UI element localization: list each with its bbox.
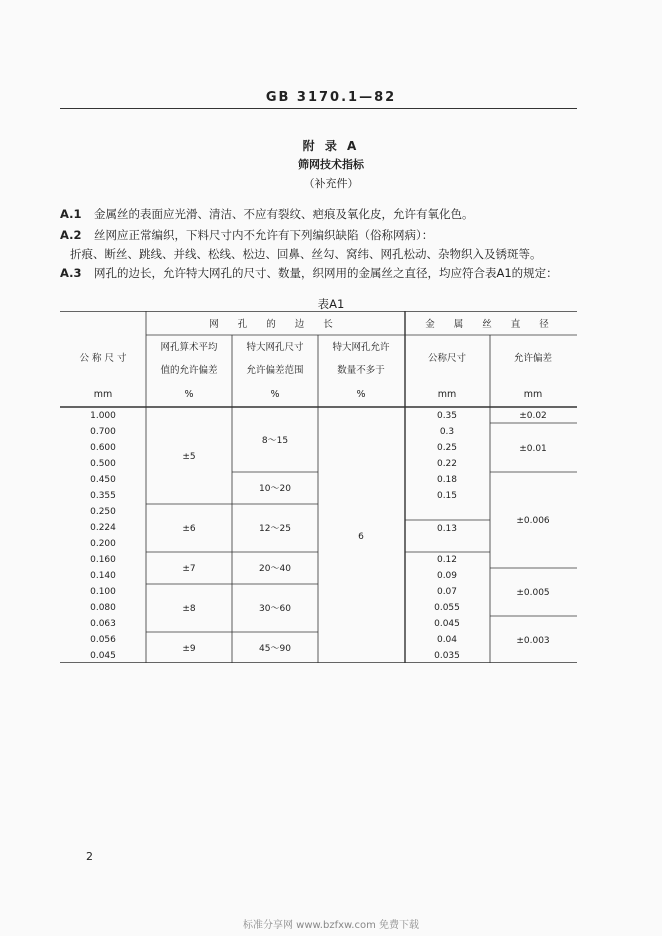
wire-size-cell: 0.045 xyxy=(434,619,460,629)
wire-size-cell: 0.04 xyxy=(436,635,458,645)
avg-dev-header-line2: 值的允许偏差 xyxy=(160,365,218,376)
oversize-range-unit: % xyxy=(270,389,280,400)
nominal-size-cell: 0.056 xyxy=(90,635,116,645)
wire-size-cell: 0.13 xyxy=(436,524,458,534)
wire-nominal-header: 公称尺寸 xyxy=(427,353,467,364)
wire-size-cell: 0.07 xyxy=(436,587,458,597)
nominal-size-cell: 0.045 xyxy=(90,651,116,661)
wire-dev-unit: mm xyxy=(523,389,543,400)
avg-dev-cell: ±8 xyxy=(182,604,196,614)
nominal-size-cell: 0.080 xyxy=(90,603,116,613)
nominal-size-cell: 0.700 xyxy=(90,427,116,437)
appendix-title: 附 录 A xyxy=(302,139,360,153)
appendix-subtitle: 筛网技术指标 xyxy=(298,158,364,171)
avg-dev-cell: ±5 xyxy=(182,452,196,462)
oversize-range-header-line1: 特大网孔尺寸 xyxy=(246,342,304,353)
avg-dev-cell: ±6 xyxy=(182,524,196,534)
clause-text: 金属丝的表面应光滑、清洁、不应有裂纹、疤痕及氧化皮，允许有氧化色。 xyxy=(94,207,474,221)
oversize-range-cell: 10～20 xyxy=(259,484,291,494)
wire-dev-header: 允许偏差 xyxy=(513,353,553,364)
nominal-size-cell: 0.100 xyxy=(90,587,116,597)
oversize-range-header-line2: 允许偏差范围 xyxy=(246,365,304,376)
site-watermark: 标准分享网 www.bzfxw.com 免费下载 xyxy=(243,920,419,931)
wire-size-cell: 0.15 xyxy=(436,491,458,501)
wire-size-cell: 0.09 xyxy=(436,571,458,581)
clause-text: 网孔的边长，允许特大网孔的尺寸、数量，织网用的金属丝之直径，均应符合表A1的规定： xyxy=(94,266,558,280)
wire-nominal-unit: mm xyxy=(437,389,457,400)
oversize-range-cell: 30～60 xyxy=(259,604,291,614)
wire-size-cell: 0.035 xyxy=(434,651,460,661)
nominal-size-cell: 0.450 xyxy=(90,475,116,485)
standard-code-header: GB 3170.1—82 xyxy=(265,90,397,105)
nominal-size-cell: 0.250 xyxy=(90,507,116,517)
header-rule xyxy=(60,108,577,109)
nominal-size-cell: 0.200 xyxy=(90,539,116,549)
clause-a2 xyxy=(60,227,580,243)
wire-size-cell: 0.22 xyxy=(436,459,458,469)
oversize-range-cell: 8～15 xyxy=(261,436,289,446)
nominal-size-cell: 0.160 xyxy=(90,555,116,565)
table-caption: 表A1 xyxy=(317,297,345,311)
page-number: 2 xyxy=(86,850,93,863)
oversize-range-cell: 20～40 xyxy=(259,564,291,574)
clause-number: A.3 xyxy=(60,266,82,280)
oversize-range-cell: 45～90 xyxy=(259,644,291,654)
nominal-size-unit: mm xyxy=(93,389,113,400)
wire-dev-cell: ±0.02 xyxy=(519,411,547,421)
wire-dev-cell: ±0.003 xyxy=(516,636,550,646)
oversize-range-cell: 12～25 xyxy=(259,524,291,534)
nominal-size-cell: 0.500 xyxy=(90,459,116,469)
nominal-size-cell: 0.600 xyxy=(90,443,116,453)
oversize-count-header-line2: 数量不多于 xyxy=(337,365,385,376)
avg-dev-cell: ±9 xyxy=(182,644,196,654)
avg-dev-cell: ±7 xyxy=(182,564,196,574)
wire-dev-cell: ±0.01 xyxy=(519,444,547,454)
oversize-count-unit: % xyxy=(356,389,366,400)
avg-dev-header-line1: 网孔算术平均 xyxy=(160,342,218,353)
clause-number: A.2 xyxy=(60,228,82,242)
clause-text: 折痕、断丝、跳线、并线、松线、松边、回鼻、丝勾、窝纬、网孔松动、杂物织入及锈斑等。 xyxy=(70,247,542,261)
nominal-size-cell: 0.140 xyxy=(90,571,116,581)
nominal-size-cell: 0.355 xyxy=(90,491,116,501)
nominal-size-cell: 1.000 xyxy=(90,411,116,421)
clause-number: A.1 xyxy=(60,207,82,221)
sieve-spec-table xyxy=(60,311,577,663)
clause-a3 xyxy=(60,265,580,281)
nominal-size-cell: 0.063 xyxy=(90,619,116,629)
oversize-count-cell: 6 xyxy=(358,532,364,542)
wire-size-cell: 0.055 xyxy=(434,603,460,613)
appendix-supplement-note: （补充件） xyxy=(303,177,359,190)
clause-a1 xyxy=(60,206,580,222)
aperture-group-header: 网 孔 的 边 长 xyxy=(209,319,341,330)
wire-size-cell: 0.25 xyxy=(436,443,458,453)
nominal-size-header: 公 称 尺 寸 xyxy=(79,353,127,364)
nominal-size-cell: 0.224 xyxy=(90,523,116,533)
oversize-count-header-line1: 特大网孔允许 xyxy=(332,342,390,353)
wire-group-header: 金 属 丝 直 径 xyxy=(425,319,557,330)
wire-dev-cell: ±0.005 xyxy=(516,588,550,598)
avg-dev-unit: % xyxy=(184,389,194,400)
wire-size-cell: 0.3 xyxy=(439,427,455,437)
wire-size-cell: 0.35 xyxy=(436,411,458,421)
clause-a2-defects xyxy=(70,246,590,262)
wire-size-cell: 0.12 xyxy=(436,555,458,565)
clause-text: 丝网应正常编织，下料尺寸内不允许有下列编织缺陷（俗称网病）： xyxy=(94,228,434,242)
wire-size-cell: 0.18 xyxy=(436,475,458,485)
wire-dev-cell: ±0.006 xyxy=(516,516,550,526)
